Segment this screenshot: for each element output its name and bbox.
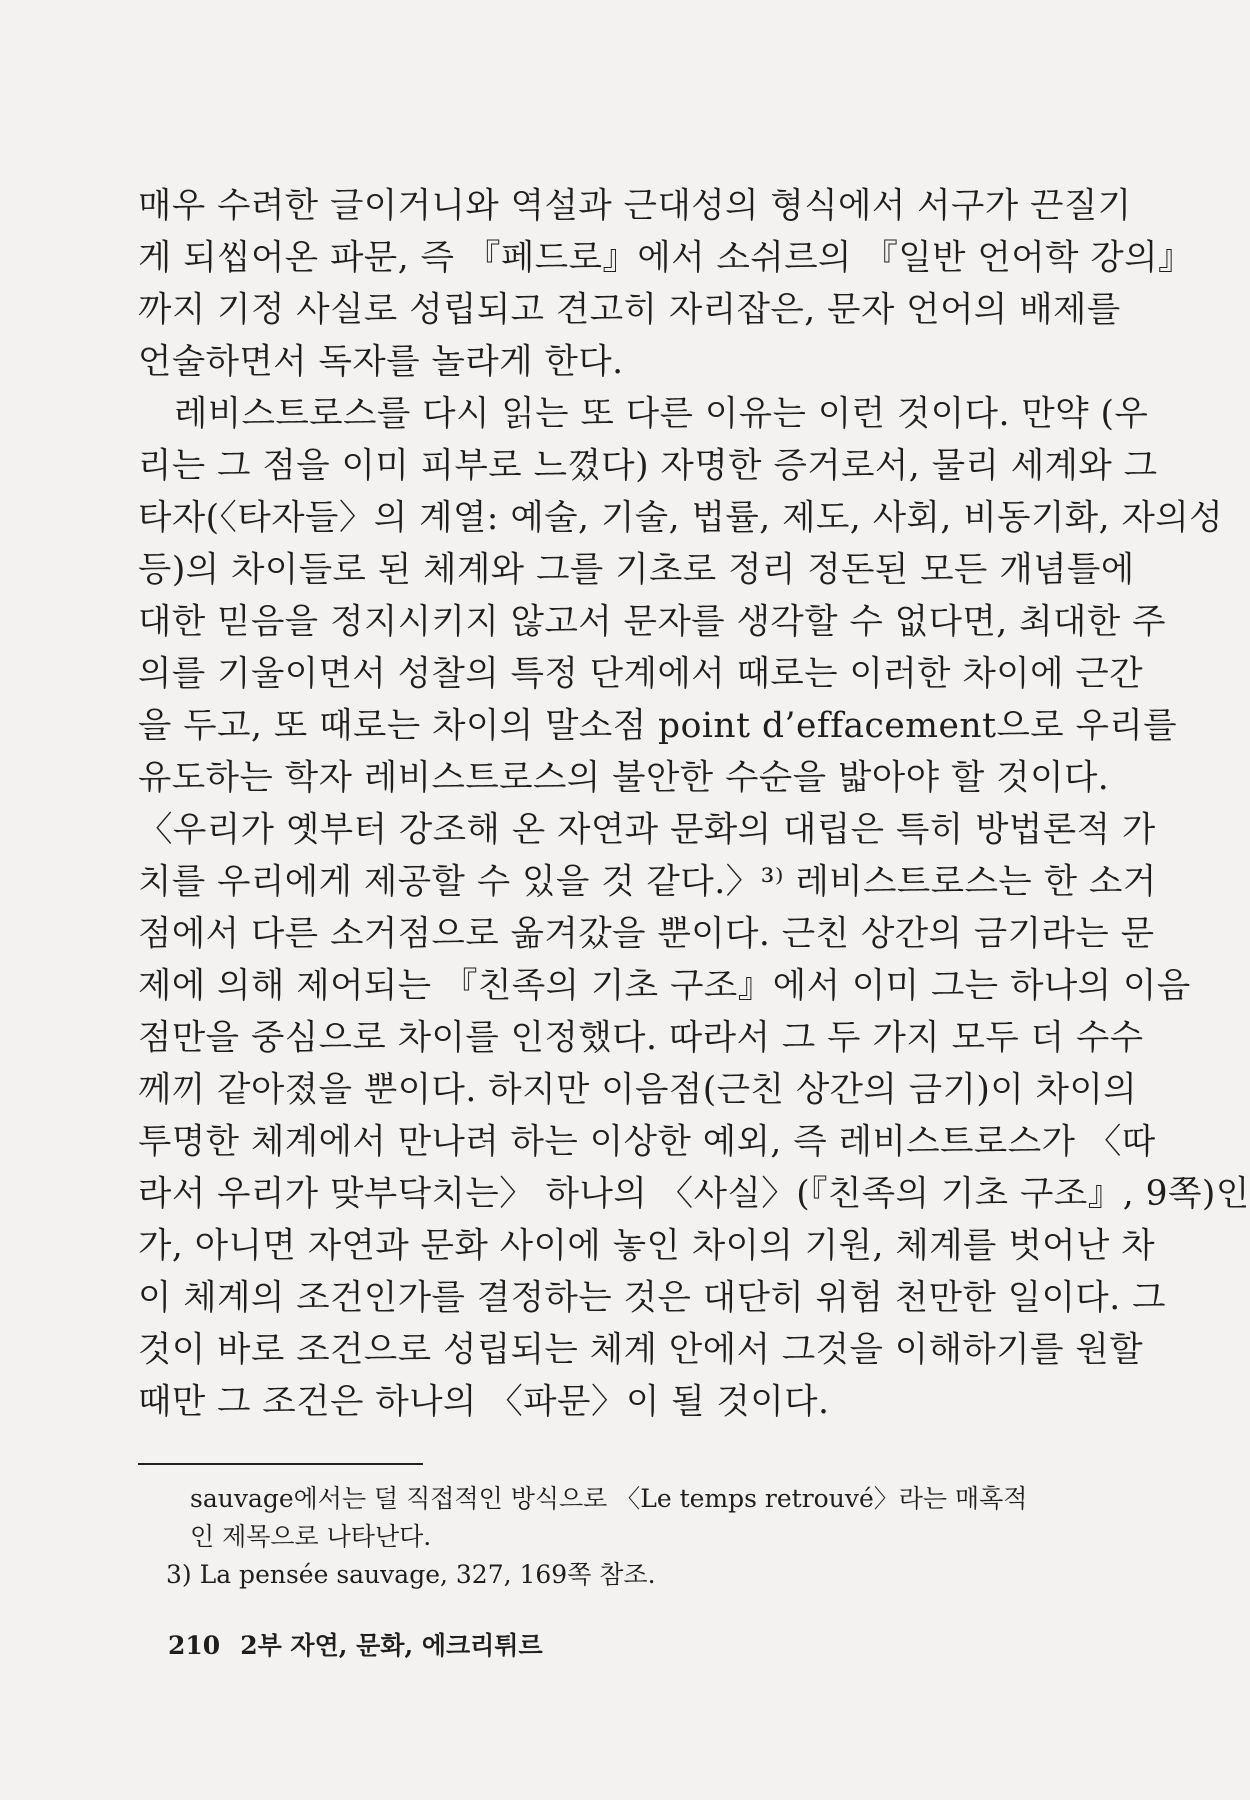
text-line: 유도하는 학자 레비스트로스의 불안한 수순을 밟아야 할 것이다. <box>138 758 1110 798</box>
footnotes <box>138 1480 1028 1594</box>
text-line: 까지 기정 사실로 성립되고 견고히 자리잡은, 문자 언어의 배제를 <box>138 290 1121 330</box>
text-line: 치를 우리에게 제공할 수 있을 것 같다.〉³⁾ 레비스트로스는 한 소거 <box>138 862 1157 902</box>
text-line: 가, 아니면 자연과 문화 사이에 놓인 차이의 기원, 체계를 벗어난 차 <box>138 1226 1156 1266</box>
text-line: 라서 우리가 맞부닥치는〉 하나의 〈사실〉(『친족의 기초 구조』, 9쪽)인 <box>138 1174 1250 1214</box>
text-line: 의를 기울이면서 성찰의 특정 단계에서 때로는 이러한 차이에 근간 <box>138 654 1144 694</box>
page-number: 210 <box>168 1631 221 1660</box>
body-text <box>138 180 1250 1428</box>
text-line: 것이 바로 조건으로 성립되는 체계 안에서 그것을 이해하기를 원할 <box>138 1330 1144 1370</box>
text-line: 등)의 차이들로 된 체계와 그를 기초로 정리 정돈된 모든 개념틀에 <box>138 550 1135 590</box>
text-line: 을 두고, 또 때로는 차이의 말소점 point d’effacement으로 우리를 <box>138 706 1178 746</box>
footnote-divider <box>138 1463 423 1465</box>
running-head: 2부 자연, 문화, 에크리튀르 <box>240 1631 543 1660</box>
text-line: 점에서 다른 소거점으로 옮겨갔을 뿐이다. 근친 상간의 금기라는 문 <box>138 914 1155 954</box>
text-line: 께끼 같아졌을 뿐이다. 하지만 이음점(근친 상간의 금기)이 차이의 <box>138 1070 1138 1110</box>
text-line: 게 되씹어온 파문, 즉 『페드로』에서 소쉬르의 『일반 언어학 강의』 <box>138 238 1194 278</box>
footnote-continued-line: 인 제목으로 나타난다. <box>190 1522 432 1551</box>
text-line: 리는 그 점을 이미 피부로 느꼈다) 자명한 증거로서, 물리 세계와 그 <box>138 446 1158 486</box>
text-line: 대한 믿음을 정지시키지 않고서 문자를 생각할 수 없다면, 최대한 주 <box>138 602 1166 642</box>
text-line: 투명한 체계에서 만나려 하는 이상한 예외, 즉 레비스트로스가 〈따 <box>138 1122 1156 1162</box>
text-line: 때만 그 조건은 하나의 〈파문〉이 될 것이다. <box>138 1382 830 1422</box>
page-footer <box>168 1626 563 1662</box>
text-line: 매우 수려한 글이거니와 역설과 근대성의 형식에서 서구가 끈질기 <box>138 186 1132 226</box>
text-line: 타자(〈타자들〉의 계열: 예술, 기술, 법률, 제도, 사회, 비동기화, 자의성 <box>138 498 1224 538</box>
text-line: 제에 의해 제어되는 『친족의 기초 구조』에서 이미 그는 하나의 이음 <box>138 966 1191 1006</box>
text-line: 이 체계의 조건인가를 결정하는 것은 대단히 위험 천만한 일이다. 그 <box>138 1278 1166 1318</box>
footnote-continued-line: sauvage에서는 덜 직접적인 방식으로 〈Le temps retrouvé〉라는 매혹적 <box>190 1484 1028 1513</box>
text-line: 언술하면서 독자를 놀라게 한다. <box>138 342 624 382</box>
text-line: 〈우리가 옛부터 강조해 온 자연과 문화의 대립은 특히 방법론적 가 <box>138 810 1156 850</box>
text-line: 점만을 중심으로 차이를 인정했다. 따라서 그 두 가지 모두 더 수수 <box>138 1018 1144 1058</box>
footnote-3: 3) La pensée sauvage, 327, 169쪽 참조. <box>166 1560 656 1589</box>
text-line: 레비스트로스를 다시 읽는 또 다른 이유는 이런 것이다. 만약 (우 <box>174 394 1149 434</box>
